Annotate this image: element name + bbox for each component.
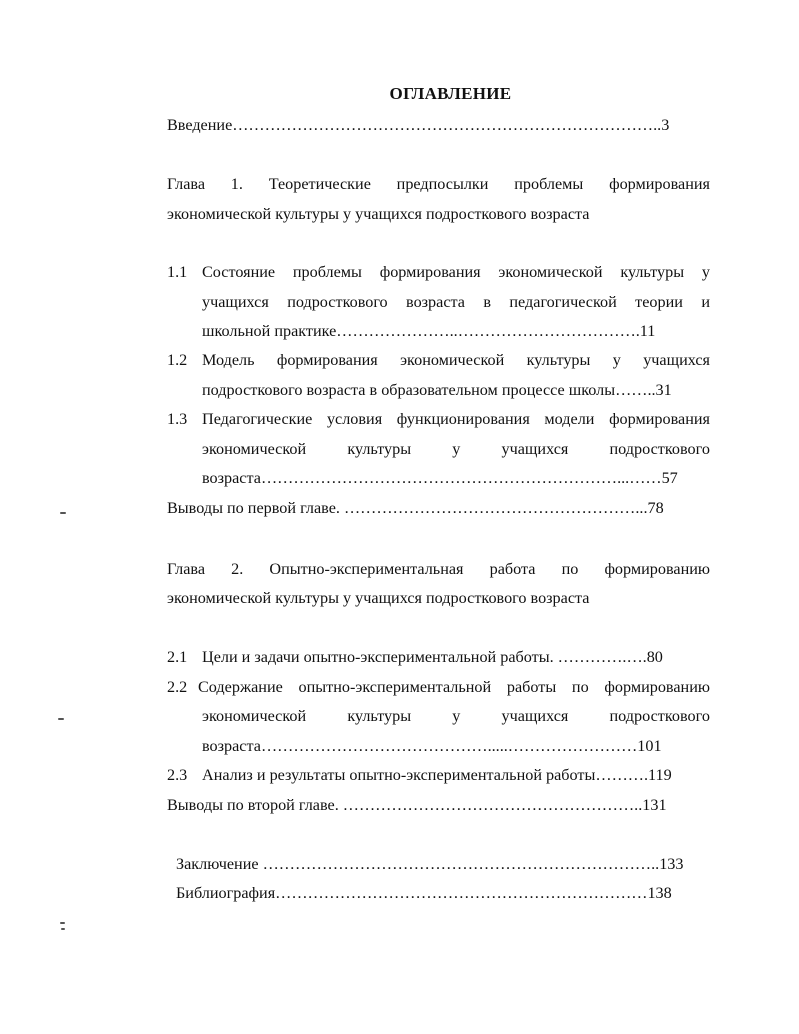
word: Опытно-экспериментальная bbox=[269, 560, 464, 578]
word: учащихся bbox=[501, 707, 569, 725]
section-2-2-line-2 bbox=[202, 706, 710, 726]
toc-entry-conclusion: Заключение ………………………………………………………………..133 bbox=[176, 855, 684, 873]
word: формирования bbox=[379, 263, 481, 281]
section-1-1-line-2 bbox=[202, 292, 710, 312]
section-2-3-line-1: Анализ и результаты опытно-экспериментальной работы……….119 bbox=[202, 766, 672, 784]
word: Глава bbox=[167, 175, 206, 193]
toc-entry-chapter-2-conclusions: Выводы по второй главе. ………………………………………………..131 bbox=[167, 796, 667, 814]
chapter-2-heading-line-2: экономической культуры у учащихся подросткового возраста bbox=[167, 589, 590, 607]
word: экономической bbox=[400, 351, 505, 369]
section-1-2-line-1 bbox=[202, 350, 710, 370]
word: в bbox=[483, 293, 492, 311]
section-number: 1.2 bbox=[167, 351, 188, 369]
section-number: 1.3 bbox=[167, 410, 188, 428]
section-number: 2.2 bbox=[167, 678, 188, 696]
word: учащихся bbox=[501, 440, 569, 458]
word: по bbox=[561, 560, 579, 578]
word: культуры bbox=[347, 707, 412, 725]
word: подросткового bbox=[609, 440, 710, 458]
section-number: 2.1 bbox=[167, 648, 188, 666]
scan-speck bbox=[58, 718, 64, 720]
word: модели bbox=[544, 410, 595, 428]
word: возраста bbox=[406, 293, 465, 311]
section-number: 1.1 bbox=[167, 263, 188, 281]
word: 2. bbox=[231, 560, 244, 578]
section-1-1-line-1 bbox=[202, 262, 710, 282]
word: у bbox=[452, 707, 461, 725]
toc-entry-introduction: Введение……………………………………………………………………..3 bbox=[167, 116, 670, 134]
word: у bbox=[701, 263, 710, 281]
word: экономической bbox=[498, 263, 603, 281]
word: опытно-экспериментальной bbox=[298, 678, 492, 696]
page-title: ОГЛАВЛЕНИЕ bbox=[389, 84, 512, 103]
word: педагогической bbox=[509, 293, 617, 311]
word: теории bbox=[635, 293, 683, 311]
word: учащихся bbox=[643, 351, 710, 369]
scan-speck bbox=[61, 928, 65, 930]
word: функционирования bbox=[396, 410, 530, 428]
word: подросткового bbox=[287, 293, 388, 311]
chapter-2-heading-line-1 bbox=[167, 559, 710, 579]
section-1-3-line-3: возраста…………………………………………………………...……57 bbox=[202, 469, 678, 487]
word: экономической bbox=[202, 440, 307, 458]
word: Модель bbox=[202, 351, 255, 369]
word: Состояние bbox=[202, 263, 276, 281]
word: 1. bbox=[230, 175, 243, 193]
word: у bbox=[452, 440, 461, 458]
word: работы bbox=[506, 678, 557, 696]
chapter-1-heading-line-1 bbox=[167, 174, 710, 194]
section-1-1-line-3: школьной практике…………………..…………………………….11 bbox=[202, 322, 656, 340]
section-2-2-line-3: возраста…………………………………….....……………………101 bbox=[202, 737, 662, 755]
section-1-3-line-1 bbox=[202, 409, 710, 429]
word: культуры bbox=[526, 351, 591, 369]
word: по bbox=[571, 678, 589, 696]
section-2-2-line-1 bbox=[198, 677, 710, 697]
word: предпосылки bbox=[396, 175, 489, 193]
section-1-2-line-2: подросткового возраста в образовательном процессе школы……..31 bbox=[202, 381, 672, 399]
word: Теоретические bbox=[268, 175, 371, 193]
word: условия bbox=[326, 410, 383, 428]
word: культуры bbox=[620, 263, 685, 281]
word: экономической bbox=[202, 707, 307, 725]
word: Педагогические bbox=[202, 410, 313, 428]
word: формирования bbox=[609, 410, 710, 428]
word: культуры bbox=[347, 440, 412, 458]
word: проблемы bbox=[514, 175, 584, 193]
word: проблемы bbox=[292, 263, 362, 281]
toc-entry-bibliography: Библиография……………………………………………………………138 bbox=[176, 884, 672, 902]
section-2-1-line-1: Цели и задачи опытно-экспериментальной работы. ………….….80 bbox=[202, 648, 663, 666]
section-number: 2.3 bbox=[167, 766, 188, 784]
word: и bbox=[701, 293, 710, 311]
toc-entry-chapter-1-conclusions: Выводы по первой главе. ………………………………………………...78 bbox=[167, 499, 664, 517]
word: у bbox=[612, 351, 621, 369]
chapter-1-heading-line-2: экономической культуры у учащихся подросткового возраста bbox=[167, 205, 590, 223]
scan-speck bbox=[60, 512, 66, 514]
word: формированию bbox=[604, 560, 710, 578]
word: формирования bbox=[276, 351, 378, 369]
word: формирования bbox=[609, 175, 710, 193]
section-1-3-line-2 bbox=[202, 439, 710, 459]
word: работа bbox=[489, 560, 536, 578]
word: формированию bbox=[604, 678, 710, 696]
word: подросткового bbox=[609, 707, 710, 725]
word: учащихся bbox=[202, 293, 269, 311]
scan-speck bbox=[60, 922, 65, 924]
word: Содержание bbox=[198, 678, 283, 696]
word: Глава bbox=[167, 560, 206, 578]
